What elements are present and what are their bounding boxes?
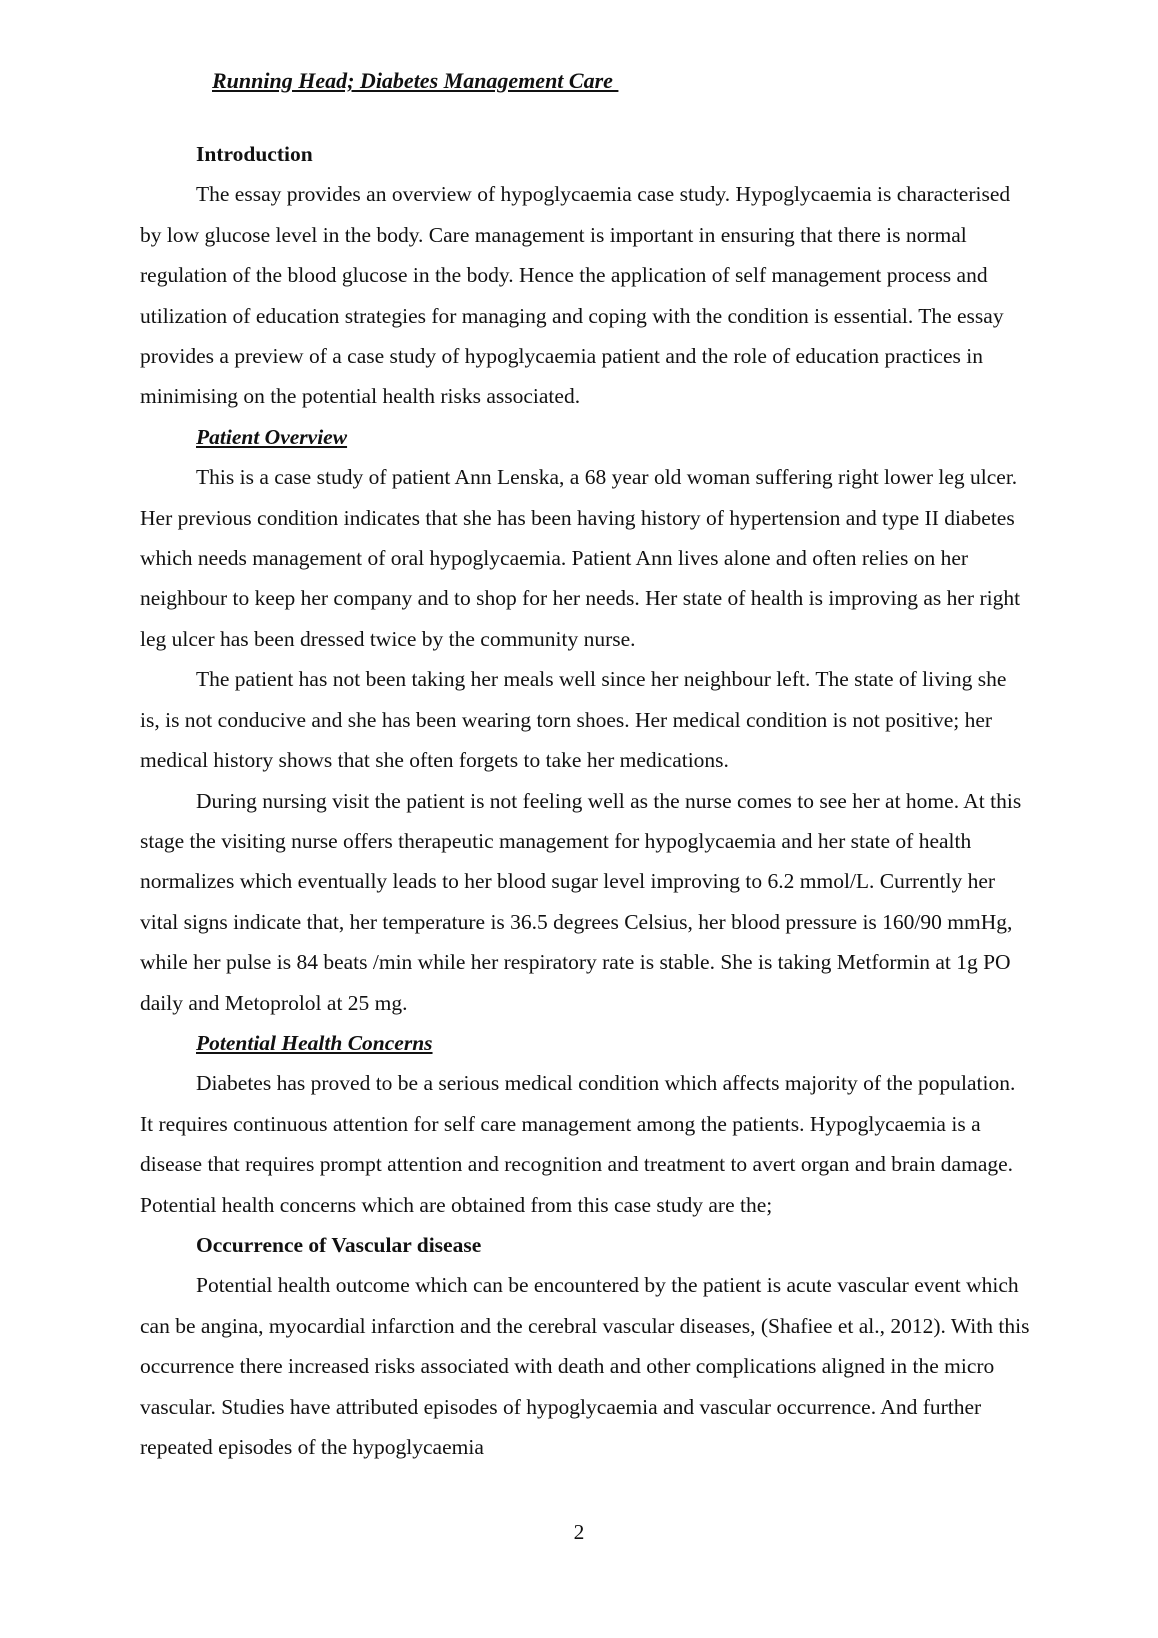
paragraph: Potential health outcome which can be encountered by the patient is acute vascular event which can be angina, myocardial infarction and the cerebral vascular diseases, (Shafiee et al., 2012). With this occurrence there increased risks associated with death and other complications aligned in the micro vascular. Studies have attributed episodes of hypoglycaemia and vascular occurrence. And further repeated episodes of the hypoglycaemia: [140, 1273, 1030, 1459]
paragraph: This is a case study of patient Ann Lenska, a 68 year old woman suffering right lower leg ulcer. Her previous condition indicates that she has been having history of hypertension and type II diabetes which needs management of oral hypoglycaemia. Patient Ann lives alone and often relies on her neighbour to keep her company and to shop for her needs. Her state of health is improving as her right leg ulcer has been dressed twice by the community nurse.: [140, 465, 1021, 651]
section-heading-potential-health-concerns: Potential Health Concerns: [196, 1030, 433, 1055]
page-number: 2: [573, 1520, 585, 1544]
running-head: Running Head; Diabetes Management Care: [212, 68, 619, 93]
section-heading-vascular-disease: Occurrence of Vascular disease: [196, 1232, 482, 1257]
paragraph: Diabetes has proved to be a serious medical condition which affects majority of the population. It requires continuous attention for self care management among the patients. Hypoglycaemia is a disease that requires prompt attention and recognition and treatment to avert organ and brain damage. Potential health concerns which are obtained from this case study are the;: [140, 1071, 1016, 1217]
paragraph: During nursing visit the patient is not feeling well as the nurse comes to see her at home. At this stage the visiting nurse offers therapeutic management for hypoglycaemia and her state of health normalizes which eventually leads to her blood sugar level improving to 6.2 mmol/L. Currently her vital signs indicate that, her temperature is 36.5 degrees Celsius, her blood pressure is 160/90 mmHg, while her pulse is 84 beats /min while her respiratory rate is stable. She is taking Metformin at 1g PO daily and Metoprolol at 25 mg.: [140, 788, 1022, 1015]
section-heading-introduction: Introduction: [196, 142, 313, 166]
section-heading-patient-overview: Patient Overview: [196, 424, 348, 449]
paragraph: The essay provides an overview of hypoglycaemia case study. Hypoglycaemia is characterised by low glucose level in the body. Care management is important in ensuring that there is normal regulation of the blood glucose in the body. Hence the application of self management process and utilization of education strategies for managing and coping with the condition is essential. The essay provides a preview of a case study of hypoglycaemia patient and the role of education practices in minimising on the potential health risks associated.: [140, 182, 1011, 409]
paragraph: The patient has not been taking her meals well since her neighbour left. The state of living she is, is not conducive and she has been wearing torn shoes. Her medical condition is not positive; her medical history shows that she often forgets to take her medications.: [140, 667, 1007, 773]
document-body: [140, 134, 1030, 1467]
